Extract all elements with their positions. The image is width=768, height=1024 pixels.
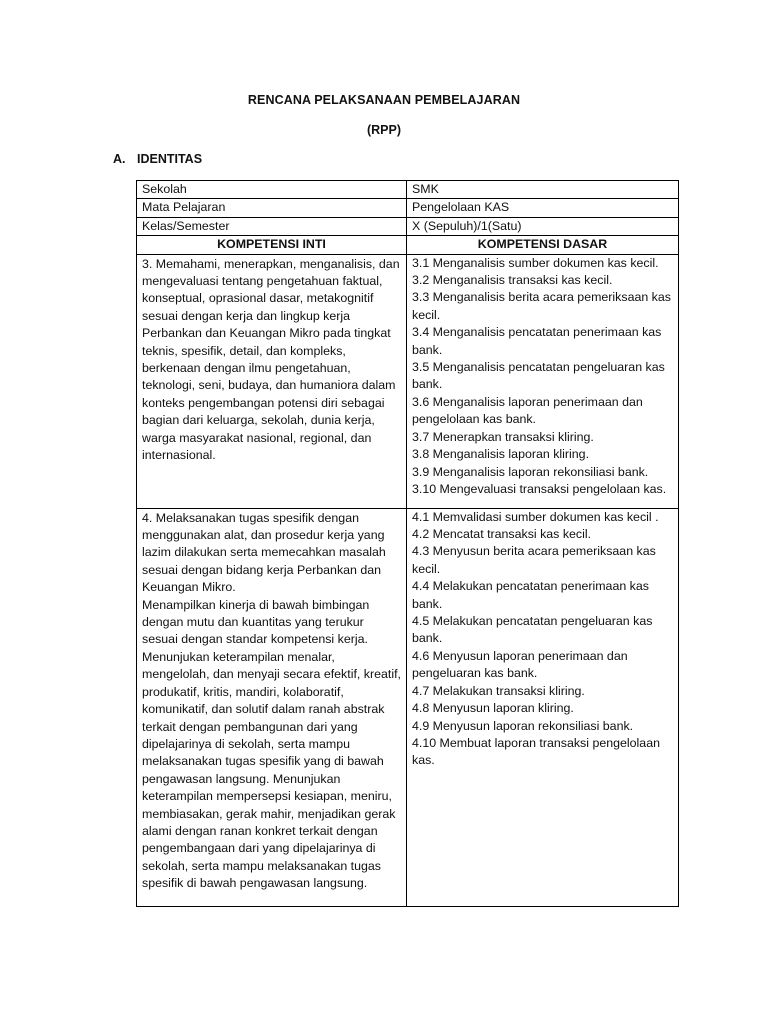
list-item: 3.1 Menganalisis sumber dokumen kas kecil. bbox=[412, 255, 659, 270]
section-label: IDENTITAS bbox=[137, 152, 203, 166]
core-competency-text: 4. Melaksanakan tugas spesifik dengan menggunakan alat, dan prosedur kerja yang lazim dilakukan serta memecahkan masalah sesuai dengan bidang kerja Perbankan dan Keuangan Mikro. Menampilkan kinerja di bawah bimbingan dengan mutu dan kuantitas yang terukur sesuai dengan standar kompetensi kerja. Menunjukan keterampilan menalar, mengelolah, dan menyaji secara efektif, kreatif, produkatif, kritis, mandiri, kolaboratif, komunikatif, dan solutif dalam ranah abstrak terkait dengan pembangunan dari yang dipelajarinya di sekolah, serta mampu melaksanakan tugas spesifik yang di bawah pengawasan langsung. Menunjukan keterampilan mempersepsi kesiapan, meniru, membiasakan, gerak mahir, menjadikan gerak alami dengan ranan konkret terkait dengan pengembangaan dari yang dipelajarinya di sekolah, serta mampu melaksanakan tugas spesifik di bawah pengawasan langsung. bbox=[137, 508, 407, 906]
competency-header-row bbox=[137, 236, 679, 254]
basic-competency-list bbox=[412, 255, 673, 499]
list-item: 4.2 Mencatat transaksi kas kecil. bbox=[412, 527, 592, 542]
list-item: 3.7 Menerapkan transaksi kliring. bbox=[412, 429, 594, 444]
identity-row-school bbox=[137, 181, 679, 199]
basic-competency-cell bbox=[407, 254, 679, 508]
header-kompetensi-dasar: KOMPETENSI DASAR bbox=[407, 236, 679, 254]
list-item: 4.6 Menyusun laporan penerimaan dan pengeluaran kas bank. bbox=[412, 648, 628, 681]
list-item: 4.8 Menyusun laporan kliring. bbox=[412, 701, 574, 716]
list-item: 4.3 Menyusun berita acara pemeriksaan kas kecil. bbox=[412, 544, 656, 576]
list-item: 4.4 Melakukan pencatatan penerimaan kas bank. bbox=[412, 579, 649, 611]
identity-row-class-semester bbox=[137, 217, 679, 235]
list-item: 4.5 Melakukan pencatatan pengeluaran kas bank. bbox=[412, 614, 653, 646]
identity-value: Pengelolaan KAS bbox=[407, 199, 679, 217]
section-heading-identitas bbox=[113, 152, 202, 166]
list-item: 3.9 Menganalisis laporan rekonsiliasi bank. bbox=[412, 464, 649, 479]
list-item: 3.6 Menganalisis laporan penerimaan dan pengelolaan kas bank. bbox=[412, 394, 643, 427]
document-subtitle: (RPP) bbox=[366, 123, 402, 137]
list-item: 3.2 Menganalisis transaksi kas kecil. bbox=[412, 273, 613, 288]
header-kompetensi-inti: KOMPETENSI INTI bbox=[137, 236, 407, 254]
list-item: 3.5 Menganalisis pencatatan pengeluaran kas bank. bbox=[412, 360, 665, 392]
list-item: 4.1 Memvalidasi sumber dokumen kas kecil . bbox=[412, 509, 659, 524]
list-item: 4.10 Membuat laporan transaksi pengelolaan kas. bbox=[412, 735, 660, 768]
document-title: RENCANA PELAKSANAAN PEMBELAJARAN bbox=[247, 93, 521, 107]
competency-row-4 bbox=[137, 508, 679, 906]
identity-value: X (Sepuluh)/1(Satu) bbox=[407, 217, 679, 235]
list-item: 3.10 Mengevaluasi transaksi pengelolaan kas. bbox=[412, 481, 667, 496]
identity-label: Kelas/Semester bbox=[137, 217, 407, 235]
list-item: 3.3 Menganalisis berita acara pemeriksaan kas kecil. bbox=[412, 290, 671, 322]
list-item: 3.8 Menganalisis laporan kliring. bbox=[412, 447, 590, 462]
list-item: 3.4 Menganalisis pencatatan penerimaan kas bank. bbox=[412, 325, 662, 357]
section-number: A. bbox=[113, 152, 126, 166]
basic-competency-cell bbox=[407, 508, 679, 906]
list-item: 4.7 Melakukan transaksi kliring. bbox=[412, 683, 585, 698]
basic-competency-list bbox=[412, 509, 673, 770]
identity-competency-table bbox=[136, 180, 679, 907]
identity-label: Mata Pelajaran bbox=[137, 199, 407, 217]
core-competency-text: 3. Memahami, menerapkan, menganalisis, dan mengevaluasi tentang pengetahuan faktual, konseptual, oprasional dasar, metakognitif sesuai dengan kerja dan lingkup kerja Perbankan dan Keuangan Mikro pada tingkat teknis, spesifik, detail, dan kompleks, berkenaan dengan ilmu pengetahuan, teknologi, seni, budaya, dan humaniora dalam konteks pengembangan potensi diri sebagai bagian dari keluarga, sekolah, dunia kerja, warga masyarakat nasional, regional, dan internasional. bbox=[137, 254, 407, 508]
identity-value: SMK bbox=[407, 181, 679, 199]
identity-row-subject bbox=[137, 199, 679, 217]
list-item: 4.9 Menyusun laporan rekonsiliasi bank. bbox=[412, 718, 634, 733]
identity-label: Sekolah bbox=[137, 181, 407, 199]
competency-row-3 bbox=[137, 254, 679, 508]
